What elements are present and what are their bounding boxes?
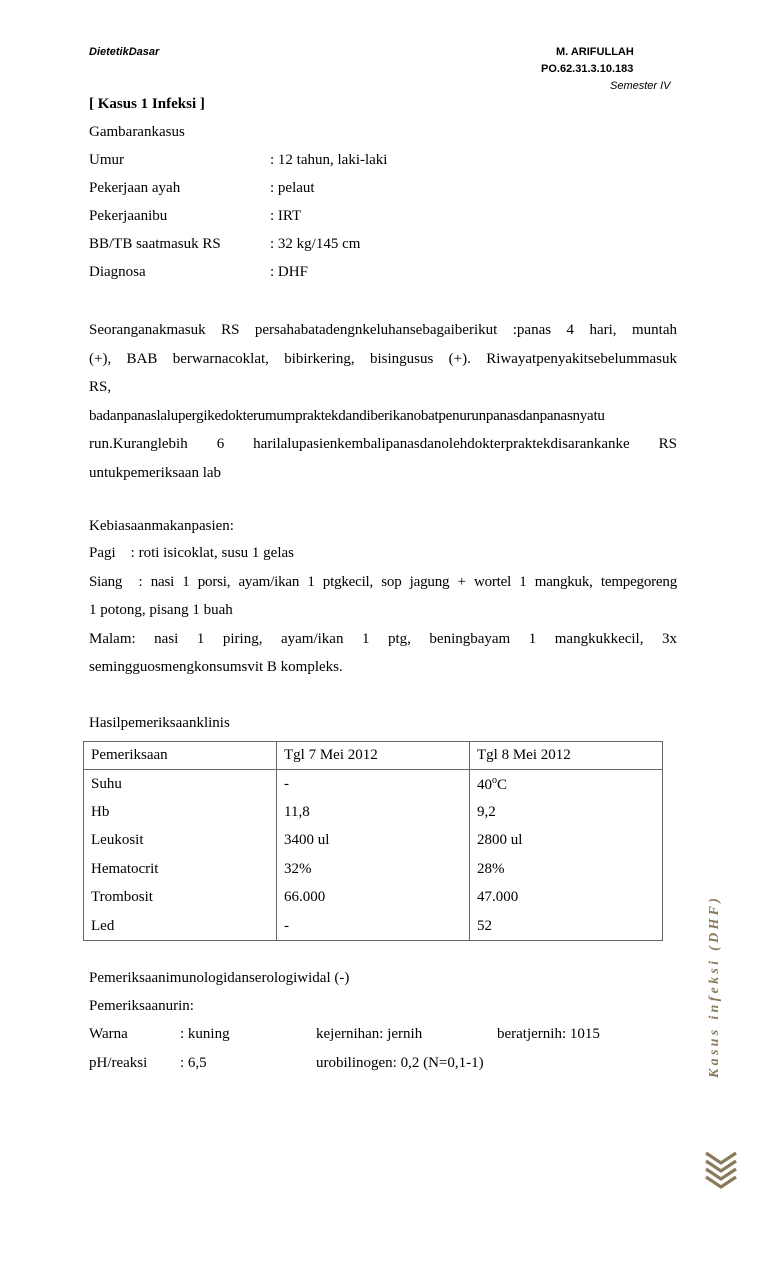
table-cell: - — [277, 770, 470, 799]
urine-ph-value: : 6,5 — [180, 1055, 207, 1071]
table-header-cell: Tgl 7 Mei 2012 — [277, 742, 470, 770]
header-author-name: M. ARIFULLAH — [556, 46, 634, 58]
table-cell: Hematocrit — [84, 855, 277, 883]
temp-value: 40 — [477, 776, 492, 793]
lab-title: Hasilpemeriksaanklinis — [89, 715, 230, 731]
urine-color-label: Warna — [89, 1026, 128, 1042]
field-value-diagnosis: : DHF — [270, 264, 308, 280]
urine-urobilinogen: urobilinogen: 0,2 (N=0,1-1) — [316, 1055, 484, 1071]
table-cell-temperature — [470, 770, 663, 799]
narrative-line: (+), BAB berwarnacoklat, bibirkering, bisingusus (+). Riwayatpenyakitsebelummasuk — [89, 350, 677, 367]
table-header-cell: Tgl 8 Mei 2012 — [470, 742, 663, 770]
degree-mark: o — [492, 774, 497, 786]
urine-specific-gravity: beratjernih: 1015 — [497, 1026, 600, 1042]
narrative-line: untukpemeriksaan lab — [89, 464, 222, 481]
urine-color-value: : kuning — [180, 1026, 230, 1042]
table-cell: 47.000 — [470, 884, 663, 912]
table-row — [84, 884, 663, 912]
urine-ph-label: pH/reaksi — [89, 1055, 148, 1071]
field-label-diagnosis: Diagnosa — [89, 264, 146, 280]
table-row — [84, 827, 663, 855]
habit-noon-cont: 1 potong, pisang 1 buah — [89, 602, 233, 619]
double-chevron-down-icon — [703, 1150, 739, 1194]
table-header-cell: Pemeriksaan — [84, 742, 277, 770]
table-row — [84, 855, 663, 883]
table-cell: 28% — [470, 855, 663, 883]
narrative-line: badanpanaslalupergikedokterumumpraktekdandiberikanobatpenurunpanasdanpanasnyatu — [89, 407, 605, 424]
field-value-father-job: : pelaut — [270, 180, 315, 196]
narrative-line: run.Kuranglebih 6 harilalupasienkembalipanasdanolehdokterpraktekdisarankanke RS — [89, 436, 677, 453]
table-cell: Hb — [84, 798, 277, 826]
field-value-weight-height: : 32 kg/145 cm — [270, 236, 361, 252]
header-student-id: PO.62.31.3.10.183 — [541, 63, 634, 75]
sidebar-text: Kasus infeksi (DHF) — [707, 894, 722, 1078]
immunology-line: Pemeriksaanimunologidanserologiwidal (-) — [89, 970, 350, 986]
habits-paragraph — [89, 539, 677, 682]
header-semester: Semester IV — [610, 80, 671, 92]
field-value-age: : 12 tahun, laki-laki — [270, 152, 388, 168]
table-header-row — [84, 742, 663, 770]
field-label-mother-job: Pekerjaanibu — [89, 208, 168, 224]
narrative-paragraph — [89, 316, 677, 488]
table-row — [84, 770, 663, 799]
table-row — [84, 912, 663, 941]
lab-results-table — [83, 741, 663, 941]
case-subtitle: Gambarankasus — [89, 124, 185, 140]
table-row — [84, 798, 663, 826]
table-cell: 11,8 — [277, 798, 470, 826]
field-label-weight-height: BB/TB saatmasuk RS — [89, 236, 221, 252]
table-cell: 32% — [277, 855, 470, 883]
table-cell: Suhu — [84, 770, 277, 799]
field-value-mother-job: : IRT — [270, 208, 302, 224]
table-cell: 9,2 — [470, 798, 663, 826]
field-label-father-job: Pekerjaan ayah — [89, 180, 181, 196]
habit-noon: Siang : nasi 1 porsi, ayam/ikan 1 ptgkecil, sop jagung + wortel 1 mangkuk, tempegoreng — [89, 573, 677, 590]
header-course: DietetikDasar — [89, 46, 160, 58]
habit-evening-cont: semingguosmengkonsumsvit B kompleks. — [89, 659, 343, 676]
table-cell: 66.000 — [277, 884, 470, 912]
table-cell: Led — [84, 912, 277, 941]
temp-unit: C — [497, 776, 508, 793]
urine-clarity: kejernihan: jernih — [316, 1026, 423, 1042]
field-label-age: Umur — [89, 152, 124, 168]
table-cell: Trombosit — [84, 884, 277, 912]
habit-morning: Pagi : roti isicoklat, susu 1 gelas — [89, 545, 294, 561]
table-cell: 52 — [470, 912, 663, 941]
case-title: [ Kasus 1 Infeksi ] — [89, 96, 205, 112]
habits-title: Kebiasaanmakanpasien: — [89, 518, 234, 534]
sidebar-vertical-label — [698, 880, 728, 1080]
narrative-line: Seoranganakmasuk RS persahabatadengnkeluhansebagaiberikut :panas 4 hari, muntah — [89, 322, 677, 338]
table-cell: Leukosit — [84, 827, 277, 855]
table-cell: 2800 ul — [470, 827, 663, 855]
table-cell: 3400 ul — [277, 827, 470, 855]
narrative-line: RS, — [89, 379, 112, 396]
urine-title: Pemeriksaanurin: — [89, 998, 194, 1014]
table-cell: - — [277, 912, 470, 941]
habit-evening: Malam: nasi 1 piring, ayam/ikan 1 ptg, beningbayam 1 mangkukkecil, 3x — [89, 630, 677, 647]
